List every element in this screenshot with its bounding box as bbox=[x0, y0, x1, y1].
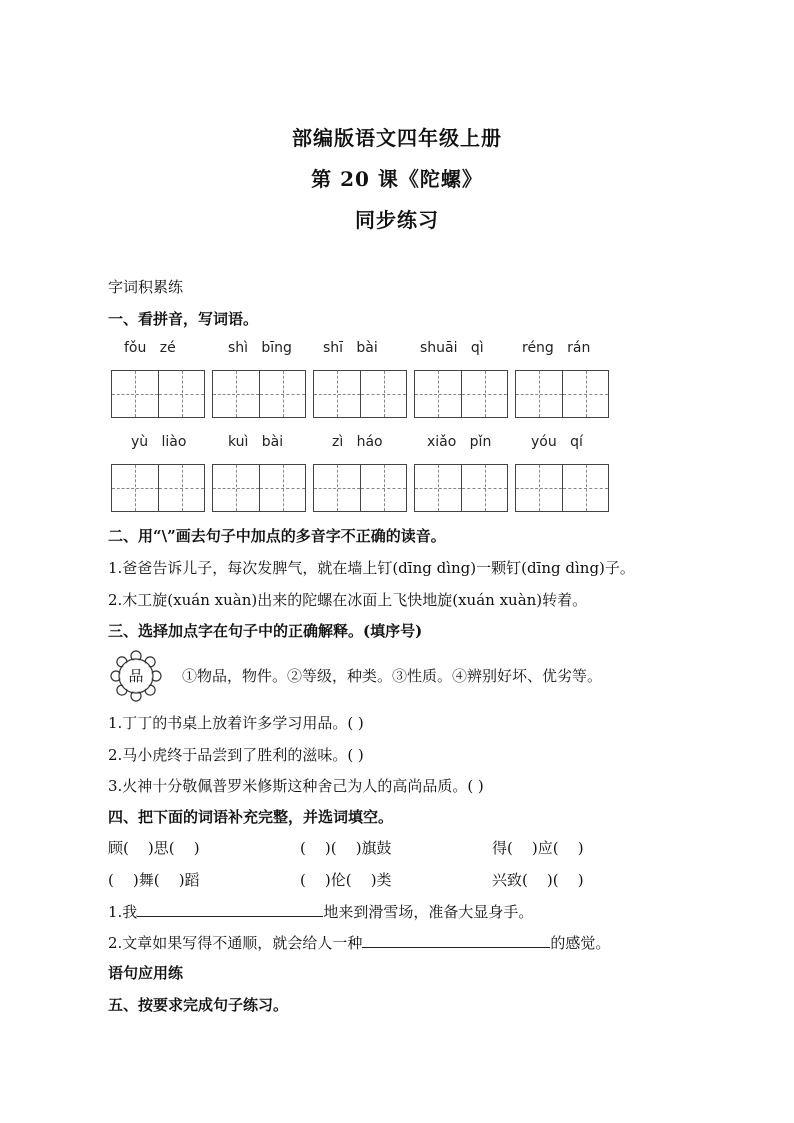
writing-grid[interactable] bbox=[414, 464, 508, 512]
idiom-6: 兴致( )( ) bbox=[492, 871, 584, 889]
idiom-4: ( )舞( )蹈 bbox=[108, 871, 200, 889]
pinyin-6: yù liào bbox=[131, 434, 187, 450]
pinyin-1: fǒu zé bbox=[124, 340, 176, 356]
section-sentence: 语句应用练 bbox=[108, 964, 184, 982]
q2-sentence-1: 1.爸爸告诉儿子，每次发脾气，就在墙上钉(dīng dìng)一颗钉(dīng dìng)子。 bbox=[108, 559, 635, 577]
q5-title: 五、按要求完成句子练习。 bbox=[108, 996, 289, 1014]
doc-title: 部编版语文四年级上册 bbox=[292, 126, 502, 150]
q3-options: ①物品，物件。②等级，种类。③性质。④辨别好坏、优劣等。 bbox=[182, 667, 603, 685]
idiom-1: 顾( )思( ) bbox=[108, 839, 200, 857]
fill-2-prefix: 2.文章如果写得不通顺，就会给人一种 bbox=[108, 934, 363, 952]
lesson-title: 第 20 课《陀螺》 bbox=[311, 167, 483, 191]
q3-title: 三、选择加点字在句子中的正确解释。(填序号) bbox=[108, 622, 423, 640]
writing-grid[interactable] bbox=[111, 464, 205, 512]
pinyin-7: kuì bài bbox=[228, 434, 284, 450]
writing-grid[interactable] bbox=[212, 370, 306, 418]
pinyin-2: shì bīng bbox=[228, 340, 292, 356]
q2-title: 二、用“\”画去句子中加点的多音字不正确的读音。 bbox=[108, 527, 446, 545]
fill-sentence-1 bbox=[108, 900, 533, 922]
writing-grid[interactable] bbox=[515, 370, 609, 418]
pinyin-3: shī bài bbox=[323, 340, 378, 356]
writing-grid[interactable] bbox=[111, 370, 205, 418]
idiom-5: ( )伦( )类 bbox=[300, 871, 392, 889]
q1-title: 一、看拼音，写词语。 bbox=[108, 310, 259, 328]
q3-sentence-1: 1.丁丁的书桌上放着许多学习用品。( ) bbox=[108, 714, 364, 732]
pinyin-10: yóu qí bbox=[531, 434, 583, 450]
flower-frame-icon bbox=[110, 650, 162, 702]
q3-sentence-2: 2.马小虎终于品尝到了胜利的滋味。( ) bbox=[108, 746, 364, 764]
section-vocab: 字词积累练 bbox=[108, 278, 184, 296]
practice-title: 同步练习 bbox=[355, 208, 439, 232]
writing-grid[interactable] bbox=[313, 464, 407, 512]
fill-blank-1[interactable] bbox=[137, 900, 323, 917]
fill-2-suffix: 的感觉。 bbox=[550, 934, 611, 952]
fill-1-suffix: 地来到滑雪场，准备大显身手。 bbox=[323, 903, 534, 921]
q4-title: 四、把下面的词语补充完整，并选词填空。 bbox=[108, 808, 394, 826]
pinyin-8: zì háo bbox=[332, 434, 383, 450]
fill-1-prefix: 1.我 bbox=[108, 903, 138, 921]
writing-grid[interactable] bbox=[313, 370, 407, 418]
writing-grid[interactable] bbox=[414, 370, 508, 418]
fill-sentence-2 bbox=[108, 931, 610, 953]
pinyin-9: xiǎo pǐn bbox=[427, 434, 492, 450]
writing-grid[interactable] bbox=[515, 464, 609, 512]
fill-blank-2[interactable] bbox=[362, 931, 550, 948]
writing-grid[interactable] bbox=[212, 464, 306, 512]
pinyin-5: réng rán bbox=[522, 340, 591, 356]
pinyin-4: shuāi qì bbox=[420, 340, 484, 356]
flower-char: 品 bbox=[128, 667, 144, 685]
q2-sentence-2: 2.木工旋(xuán xuàn)出来的陀螺在冰面上飞快地旋(xuán xuàn)转着。 bbox=[108, 591, 588, 609]
q3-sentence-3: 3.火神十分敬佩普罗米修斯这种舍己为人的高尚品质。( ) bbox=[108, 777, 484, 795]
idiom-2: ( )( )旗鼓 bbox=[300, 839, 392, 857]
idiom-3: 得( )应( ) bbox=[492, 839, 584, 857]
